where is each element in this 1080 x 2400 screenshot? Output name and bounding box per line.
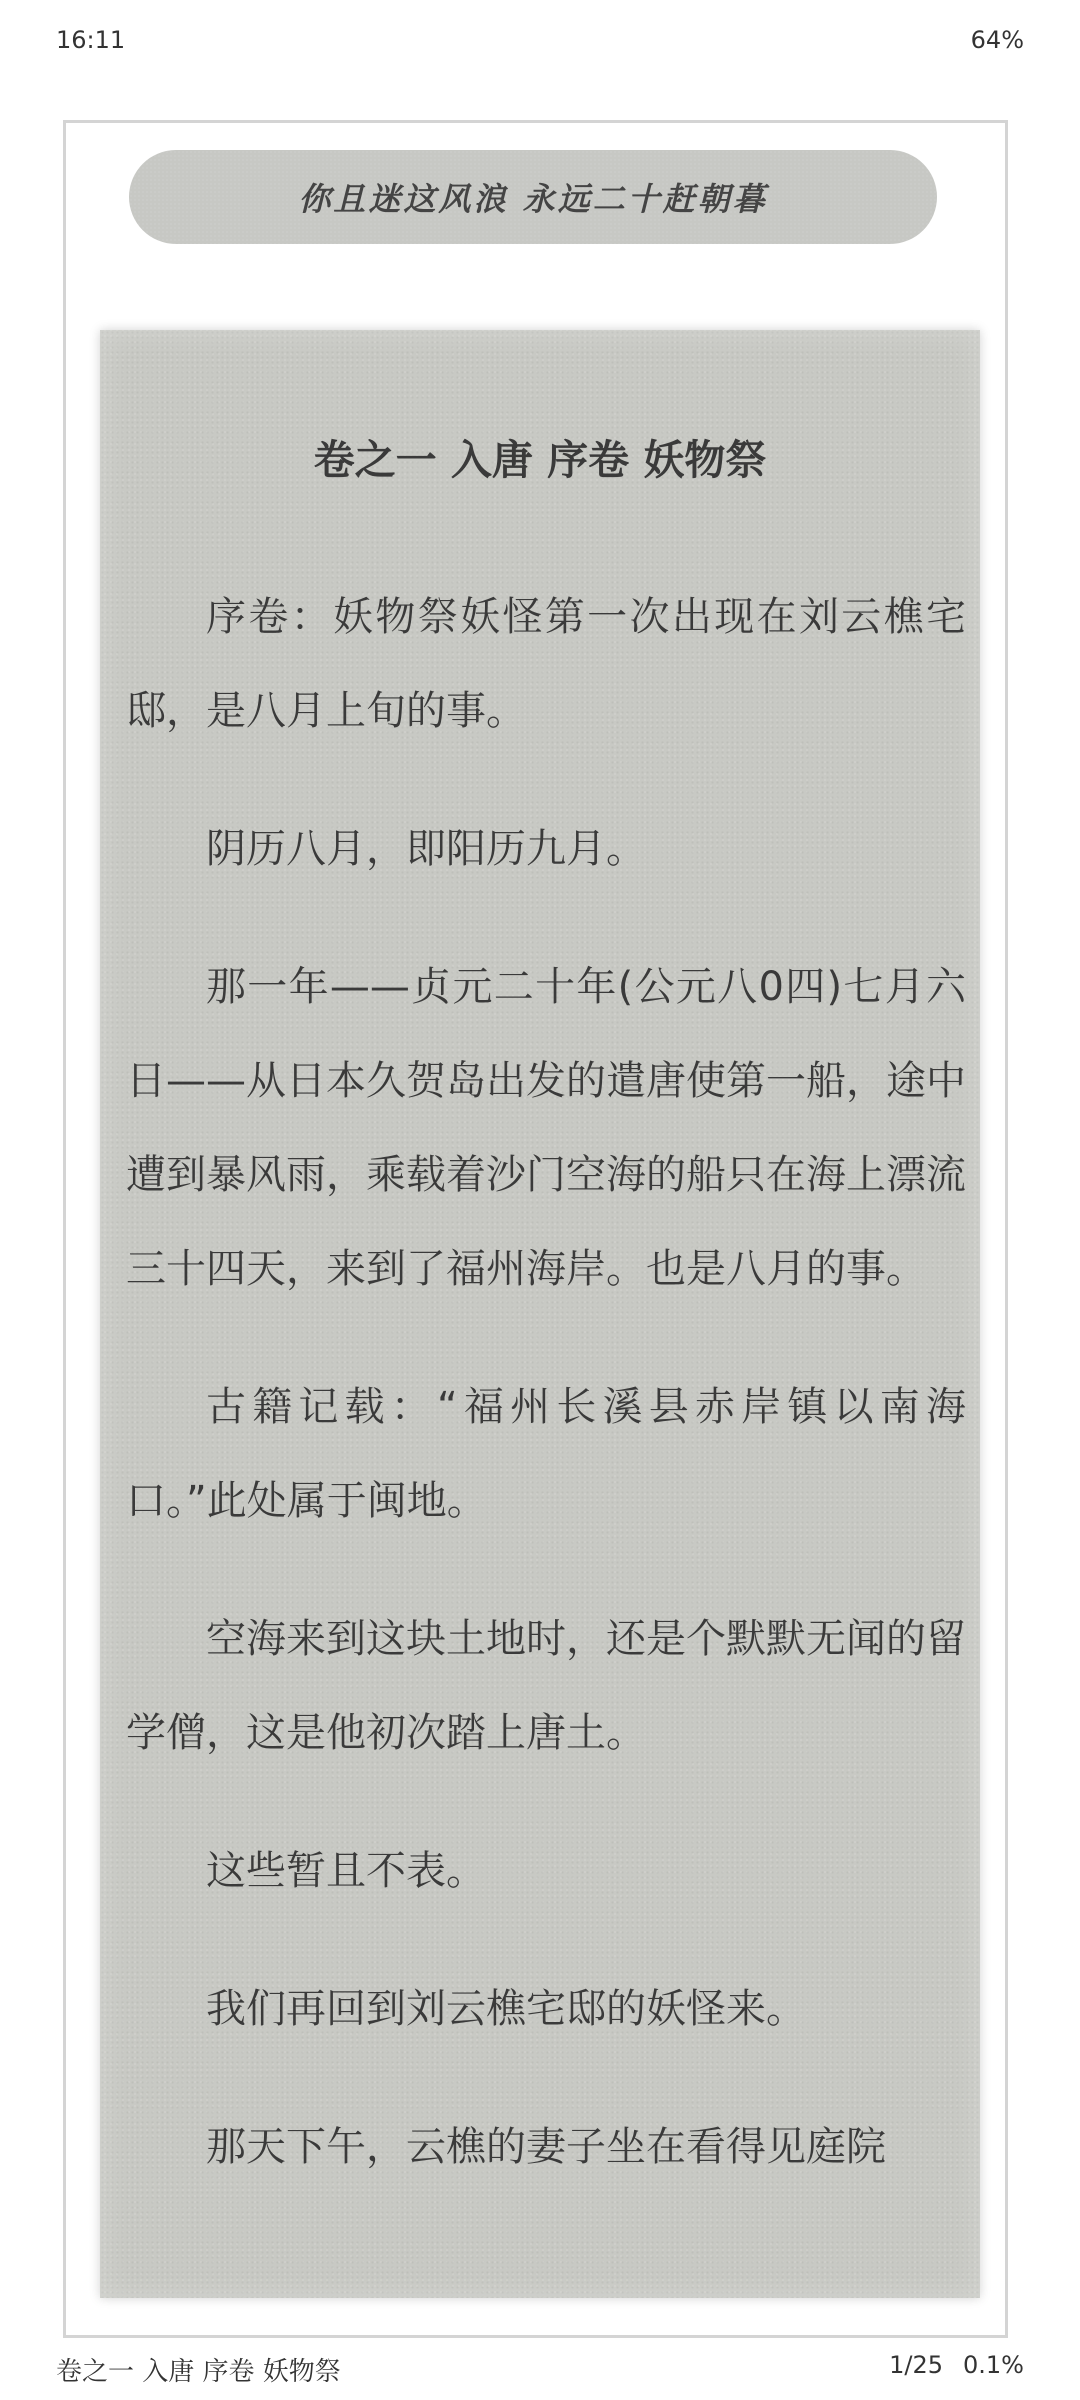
paragraph: 空海来到这块土地时，还是个默默无闻的留学僧，这是他初次踏上唐土。 xyxy=(126,1616,966,1756)
chapter-title: 卷之一 入唐 序卷 妖物祭 xyxy=(313,436,767,484)
chapter-content xyxy=(126,570,966,2238)
paragraph: 阴历八月，即阳历九月。 xyxy=(206,826,646,872)
paragraph: 那天下午，云樵的妻子坐在看得见庭院 xyxy=(206,2124,886,2170)
status-bar xyxy=(0,0,1080,80)
progress-percent: 0.1% xyxy=(963,2351,1024,2379)
battery-percentage: 64% xyxy=(970,26,1024,54)
banner-text: 你且迷这风浪 永远二十赶朝暮 xyxy=(298,180,768,218)
paragraph: 序卷：妖物祭妖怪第一次出现在刘云樵宅邸，是八月上旬的事。 xyxy=(126,594,966,734)
paragraph: 这些暂且不表。 xyxy=(206,1848,486,1894)
footer-chapter-title: 卷之一 入唐 序卷 妖物祭 xyxy=(56,2357,341,2387)
reading-page[interactable] xyxy=(100,330,980,2298)
quote-banner xyxy=(129,150,937,244)
reading-progress xyxy=(889,2351,1024,2379)
paragraph: 古籍记载：“福州长溪县赤岸镇以南海口。”此处属于闽地。 xyxy=(126,1384,966,1524)
page-indicator: 1/25 xyxy=(889,2351,944,2379)
status-time: 16:11 xyxy=(56,26,126,54)
paragraph: 我们再回到刘云樵宅邸的妖怪来。 xyxy=(206,1986,806,2032)
paragraph: 那一年——贞元二十年(公元八0四)七月六日——从日本久贺岛出发的遣唐使第一船，途中遭到暴风雨，乘载着沙门空海的船只在海上漂流三十四天，来到了福州海岸。也是八月的事。 xyxy=(126,964,966,1292)
